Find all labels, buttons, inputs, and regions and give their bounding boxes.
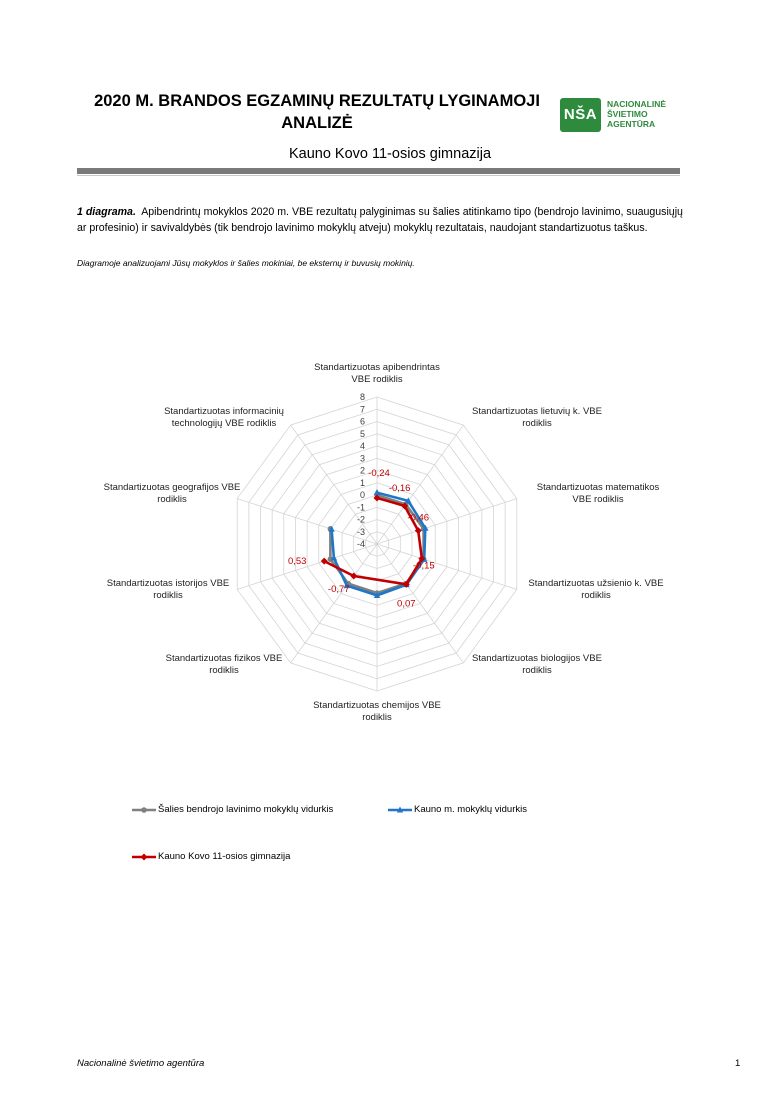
data-label: 0,07 (397, 598, 416, 610)
header-rule-shadow (77, 175, 680, 176)
radar-chart (0, 350, 780, 750)
title-line-1: 2020 M. BRANDOS EGZAMINŲ REZULTATŲ LYGINAMOJI (94, 92, 540, 110)
axis-label: Standartizuotas užsienio k. VBE rodiklis (528, 578, 664, 601)
legend-swatch (131, 803, 157, 817)
logo-abbr: NŠA (560, 98, 601, 132)
axis-label: Standartizuotas biologijos VBE rodiklis (472, 653, 602, 676)
school-name: Kauno Kovo 11-osios gimnazija (288, 146, 492, 162)
axis-label: Standartizuotas matematikos VBE rodiklis (536, 482, 660, 505)
logo-line-2: ŠVIETIMO (607, 109, 648, 119)
nsa-logo (560, 98, 690, 132)
legend-label: Kauno m. mokyklų vidurkis (414, 804, 527, 815)
legend-marker (141, 807, 147, 813)
tick-label: -4 (356, 539, 365, 549)
legend-label: Kauno Kovo 11-osios gimnazija (158, 851, 291, 862)
axis-label: Standartizuotas geografijos VBE rodiklis (103, 482, 241, 505)
legend-marker (141, 854, 148, 861)
axis-label: Standartizuotas istorijos VBE rodiklis (106, 578, 230, 601)
data-label: -0,77 (327, 584, 350, 596)
legend-swatch (387, 803, 413, 817)
tick-label: 3 (359, 453, 365, 464)
logo-line-3: AGENTŪRA (607, 119, 656, 129)
tick-label: 4 (359, 441, 365, 451)
tick-label: -2 (356, 514, 365, 525)
tick-label: -1 (356, 502, 365, 513)
logo-line-1: NACIONALINĖ (607, 99, 667, 109)
tick-label: 0 (359, 490, 365, 500)
header-rule (77, 168, 680, 174)
data-label: 0,53 (287, 556, 307, 568)
description-label: 1 diagrama. (77, 206, 136, 218)
axis-label: Standartizuotas informacinių technologijų VBE rodiklis (164, 406, 284, 429)
axis-label: Standartizuotas chemijos VBE rodiklis (313, 700, 441, 723)
tick-label: 7 (359, 404, 365, 415)
tick-label: 6 (359, 416, 365, 427)
legend-swatch (131, 850, 157, 864)
axis-label: Standartizuotas lietuvių k. VBE rodiklis (472, 406, 602, 429)
description-note: Diagramoje analizuojami Jūsų mokyklos ir šalies mokiniai, be eksternų ir buvusių mokinių. (77, 258, 415, 268)
tick-label: 1 (359, 477, 365, 488)
axis-label: Standartizuotas apibendrintas VBE rodiklis (314, 362, 440, 385)
logo-text (607, 99, 666, 129)
page-title (0, 90, 634, 134)
tick-label: 8 (359, 392, 365, 402)
data-label: -0,15 (413, 560, 435, 572)
title-line-2: ANALIZĖ (281, 114, 353, 132)
tick-label: -3 (356, 526, 365, 537)
data-label: -0,16 (388, 482, 411, 494)
tick-label: 5 (359, 428, 365, 439)
legend-label: Šalies bendrojo lavinimo mokyklų vidurkis (158, 804, 334, 815)
data-label: -0,24 (368, 467, 390, 479)
description-text: Apibendrintų mokyklos 2020 m. VBE rezultatų palyginimas su šalies atitinkamo tipo (bendrojo lavinimo, suaugusiųjų ar profesinio) ir savivaldybės (tik bendrojo lavinimo mokyklų atveju) mokyklų rezultatais, naudojant standartizuotus taškus. (77, 206, 683, 234)
axis-label: Standartizuotas fizikos VBE rodiklis (165, 653, 283, 676)
tick-label: 2 (359, 465, 365, 476)
chart-description (77, 205, 692, 236)
footer-agency: Nacionalinė švietimo agentūra (77, 1058, 205, 1069)
page-number: 1 (735, 1058, 741, 1069)
data-label: -0,46 (407, 512, 430, 524)
